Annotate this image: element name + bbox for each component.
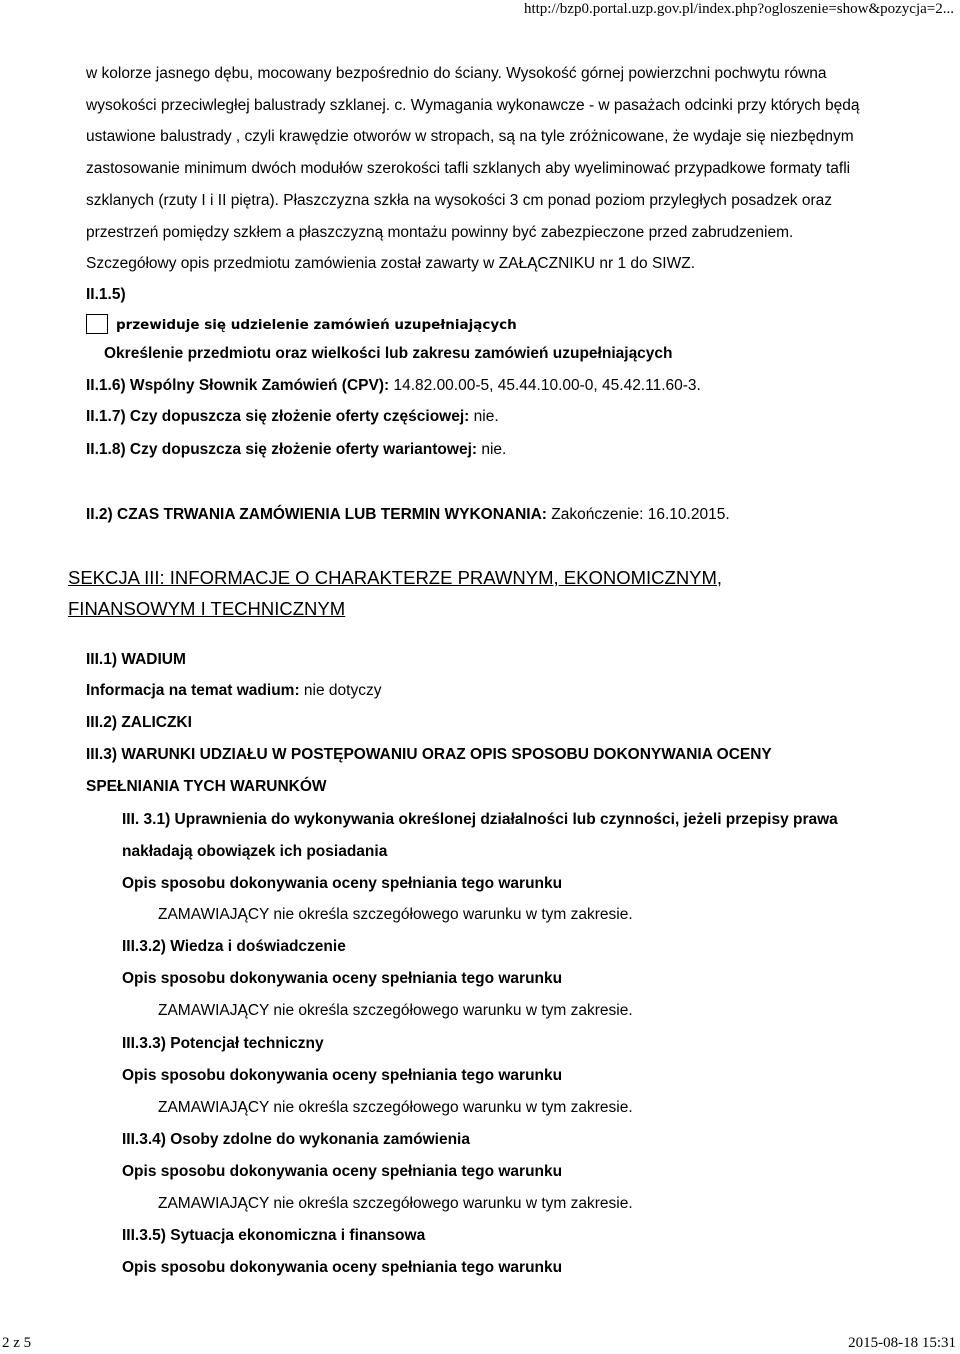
variant-offer-label: II.1.8) Czy dopuszcza się złożenie oferty wariantowej: [86, 441, 478, 458]
section-2-1-6 [86, 376, 701, 396]
section-2-1-8 [86, 440, 506, 460]
print-datetime: 2015-08-18 15:31 [848, 1335, 956, 1351]
subsection-3-4-zamawiajacy-text: ZAMAWIAJĄCY nie określa szczegółowego warunku w tym zakresie. [158, 1195, 633, 1212]
subsection-3-2-zamawiajacy-text: ZAMAWIAJĄCY nie określa szczegółowego warunku w tym zakresie. [158, 1002, 633, 1019]
body-line-7: Szczegółowy opis przedmiotu zamówienia został zawarty w ZAŁĄCZNIKU nr 1 do SIWZ. [86, 255, 696, 272]
subsection-3-2-heading: III.3.2) Wiedza i doświadczenie [122, 938, 346, 955]
warunki-heading-line-1: III.3) WARUNKI UDZIAŁU W POSTĘPOWANIU ORAZ OPIS SPOSOBU DOKONYWANIA OCENY [86, 746, 772, 763]
cpv-label: II.1.6) Wspólny Słownik Zamówień (CPV): [86, 377, 390, 394]
body-line-3: ustawione balustrady , czyli krawędzie otworów w stropach, są na tyle zróżnicowane, że wydaje się niezbędnym [86, 128, 854, 145]
wadium-heading: III.1) WADIUM [86, 651, 186, 668]
variant-offer-value: nie. [481, 441, 507, 458]
section-3-title-line-2: FINANSOWYM I TECHNICZNYM [68, 598, 346, 619]
wadium-label: Informacja na temat wadium: [86, 682, 300, 699]
warunki-heading-line-2: SPEŁNIANIA TYCH WARUNKÓW [86, 778, 327, 795]
page-number: 2 z 5 [2, 1335, 32, 1351]
body-line-6: przestrzeń pomiędzy szkłem a płaszczyzną montażu powinny być zabezpieczone przed zabrudzeniem. [86, 224, 794, 241]
subsection-3-1-zamawiajacy-text: ZAMAWIAJĄCY nie określa szczegółowego warunku w tym zakresie. [158, 906, 633, 923]
zaliczki-heading: III.2) ZALICZKI [86, 714, 192, 731]
body-line-2: wysokości przeciwległej balustrady szklanej. c. Wymagania wykonawcze - w pasażach odcinki przy których będą [86, 97, 860, 114]
supplementary-orders-subheading: Określenie przedmiotu oraz wielkości lub zakresu zamówień uzupełniających [104, 345, 673, 362]
body-line-5: szklanych (rzuty I i II piętra). Płaszczyzna szkła na wysokości 3 cm ponad poziom przyległych posadzek oraz [86, 192, 833, 209]
section-2-1-7 [86, 407, 499, 427]
supplementary-orders-checkbox[interactable] [86, 314, 108, 334]
cpv-value: 14.82.00.00-5, 45.44.10.00-0, 45.42.11.60-3. [393, 377, 701, 394]
subsection-3-1-line-2: nakładają obowiązek ich posiadania [122, 843, 388, 860]
section-3-title-line-1: SEKCJA III: INFORMACJE O CHARAKTERZE PRAWNYM, EKONOMICZNYM, [68, 567, 723, 588]
wadium-value: nie dotyczy [303, 682, 382, 699]
subsection-3-4-opis-label: Opis sposobu dokonywania oceny spełniania tego warunku [122, 1163, 563, 1180]
wadium-info [86, 681, 381, 701]
supplementary-orders-label: przewiduje się udzielenie zamówień uzupełniających [116, 317, 517, 333]
page-url: http://bzp0.portal.uzp.gov.pl/index.php?ogloszenie=show&pozycja=2... [523, 1, 954, 17]
partial-offer-value: nie. [473, 408, 499, 425]
subsection-3-1-line-1: III. 3.1) Uprawnienia do wykonywania określonej działalności lub czynności, jeżeli przepisy prawa [122, 811, 838, 828]
duration-label: II.2) CZAS TRWANIA ZAMÓWIENIA LUB TERMIN WYKONANIA: [86, 506, 547, 523]
subsection-3-5-heading: III.3.5) Sytuacja ekonomiczna i finansowa [122, 1227, 426, 1244]
body-line-4: zastosowanie minimum dwóch modułów szerokości tafli szklanych aby wyeliminować przypadkowe formaty tafli [86, 160, 851, 177]
subsection-3-5-opis-label: Opis sposobu dokonywania oceny spełniania tego warunku [122, 1259, 563, 1276]
section-2-2 [86, 505, 730, 525]
subsection-3-3-heading: III.3.3) Potencjał techniczny [122, 1035, 324, 1052]
partial-offer-label: II.1.7) Czy dopuszcza się złożenie oferty częściowej: [86, 408, 470, 425]
body-line-1: w kolorze jasnego dębu, mocowany bezpośrednio do ściany. Wysokość górnej powierzchni pochwytu równa [86, 65, 827, 82]
duration-value: Zakończenie: 16.10.2015. [551, 506, 730, 523]
subsection-3-4-heading: III.3.4) Osoby zdolne do wykonania zamówienia [122, 1131, 470, 1148]
subsection-3-3-opis-label: Opis sposobu dokonywania oceny spełniania tego warunku [122, 1067, 563, 1084]
subsection-3-3-zamawiajacy-text: ZAMAWIAJĄCY nie określa szczegółowego warunku w tym zakresie. [158, 1099, 633, 1116]
subsection-3-1-opis-label: Opis sposobu dokonywania oceny spełniania tego warunku [122, 875, 563, 892]
subsection-3-2-opis-label: Opis sposobu dokonywania oceny spełniania tego warunku [122, 970, 563, 987]
section-2-1-5-heading: II.1.5) [86, 286, 126, 303]
